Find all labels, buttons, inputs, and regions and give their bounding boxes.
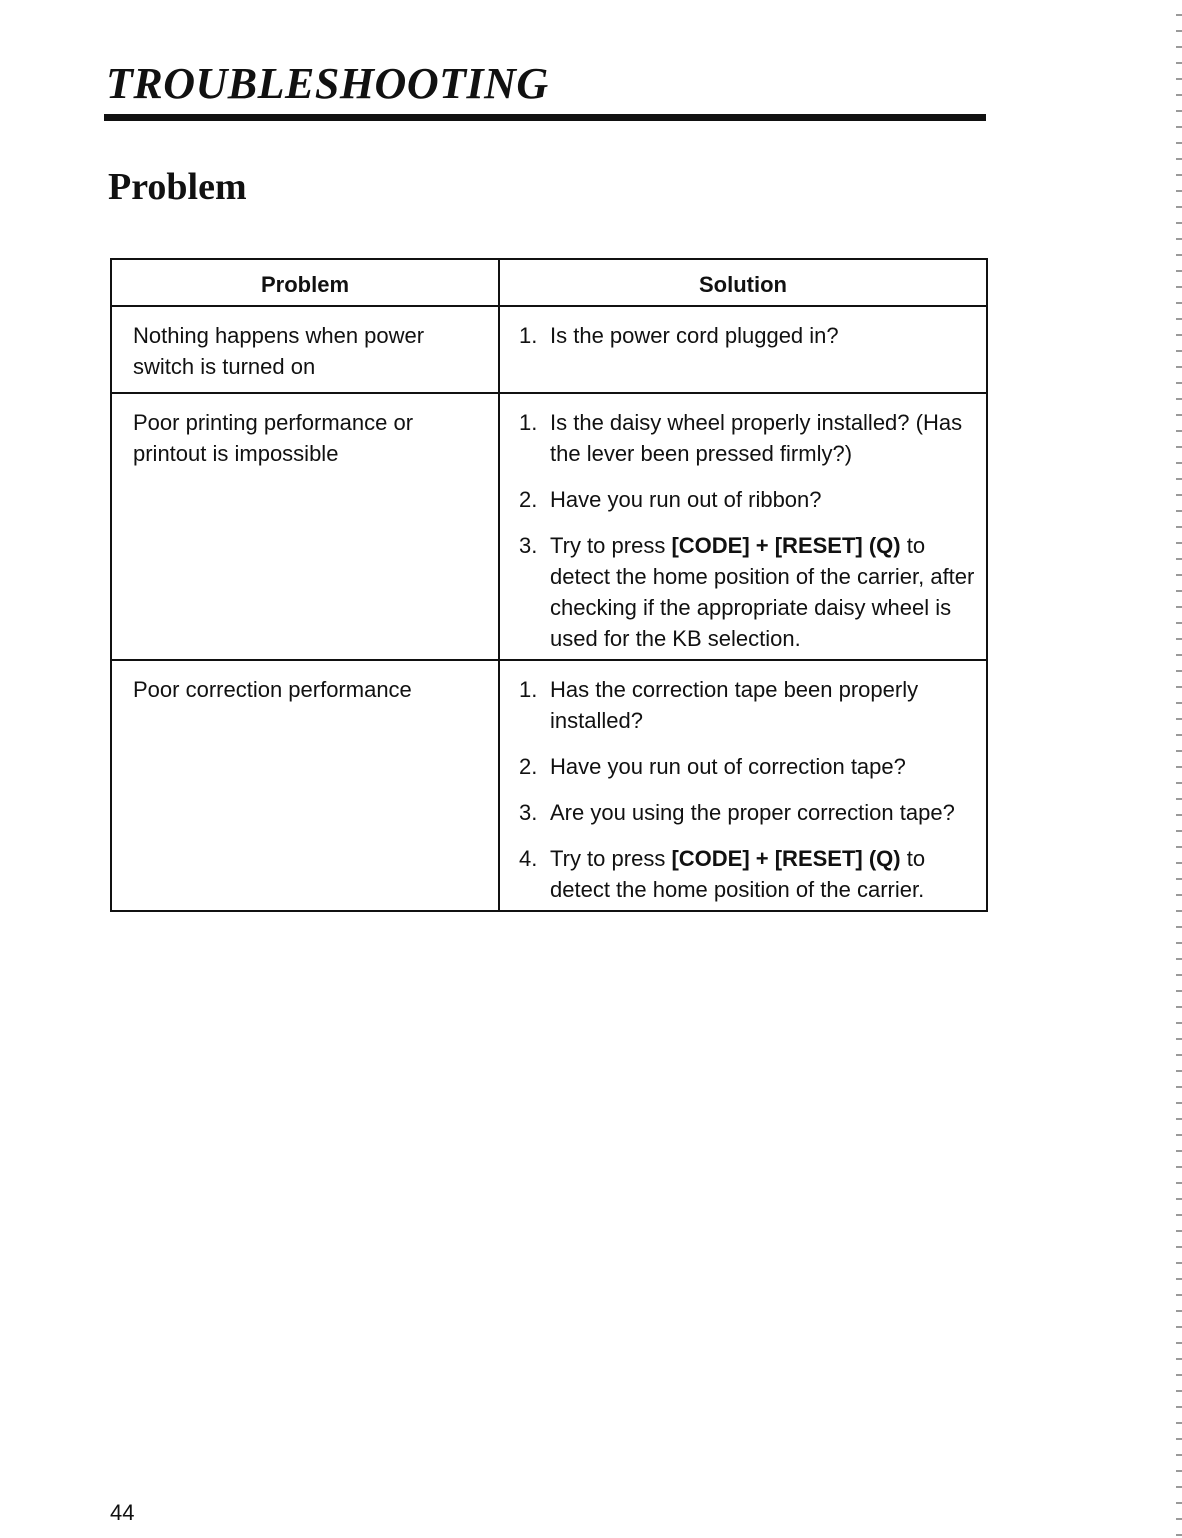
title-rule — [104, 114, 986, 121]
problem-cell: Poor printing performance or printout is impossible — [111, 393, 499, 660]
table-row — [111, 660, 987, 911]
solution-cell — [499, 660, 987, 911]
problem-cell: Poor correction performance — [111, 660, 499, 911]
section-title: Problem — [108, 166, 247, 208]
key-combination: [CODE] + [RESET] (Q) — [671, 533, 901, 558]
solution-cell — [499, 393, 987, 660]
step-text: Is the power cord plugged in? — [550, 323, 839, 348]
table-row — [111, 393, 987, 660]
step-text: Try to press [CODE] + [RESET] (Q) to detect the home position of the carrier, after checking if the appropriate daisy wheel is used for the KB selection. — [550, 533, 975, 651]
step-number: 1. — [519, 410, 538, 435]
step-number: 3. — [519, 800, 538, 825]
binding-edge-marks — [1176, 0, 1182, 1538]
step-text: Is the daisy wheel properly installed? (Has the lever been pressed firmly?) — [550, 410, 963, 466]
step-text: Have you run out of correction tape? — [550, 754, 906, 779]
step-number: 1. — [519, 677, 538, 702]
step-text: Try to press [CODE] + [RESET] (Q) to detect the home position of the carrier. — [550, 846, 926, 902]
step-number: 4. — [519, 846, 538, 871]
step-text: Are you using the proper correction tape? — [550, 800, 955, 825]
page-title: TROUBLESHOOTING — [106, 59, 549, 108]
solution-step — [519, 484, 976, 515]
problem-column-header: Problem — [111, 259, 499, 306]
step-number: 3. — [519, 533, 538, 558]
step-text: Have you run out of ribbon? — [550, 487, 822, 512]
step-number: 2. — [519, 487, 538, 512]
key-combination: [CODE] + [RESET] (Q) — [671, 846, 901, 871]
solution-cell — [499, 306, 987, 393]
table-row — [111, 306, 987, 393]
solution-step — [519, 843, 976, 905]
solution-step — [519, 797, 976, 828]
problem-cell: Nothing happens when power switch is turned on — [111, 306, 499, 393]
troubleshooting-table — [110, 258, 988, 912]
step-number: 2. — [519, 754, 538, 779]
step-number: 1. — [519, 323, 538, 348]
step-text: Has the correction tape been properly installed? — [550, 677, 919, 733]
solution-step — [519, 407, 976, 469]
solution-step — [519, 320, 976, 351]
solution-step — [519, 530, 976, 654]
solution-step — [519, 751, 976, 782]
solution-column-header: Solution — [499, 259, 987, 306]
solution-step — [519, 674, 976, 736]
page-number: 44 — [110, 1500, 135, 1525]
table-header-row — [111, 259, 987, 306]
